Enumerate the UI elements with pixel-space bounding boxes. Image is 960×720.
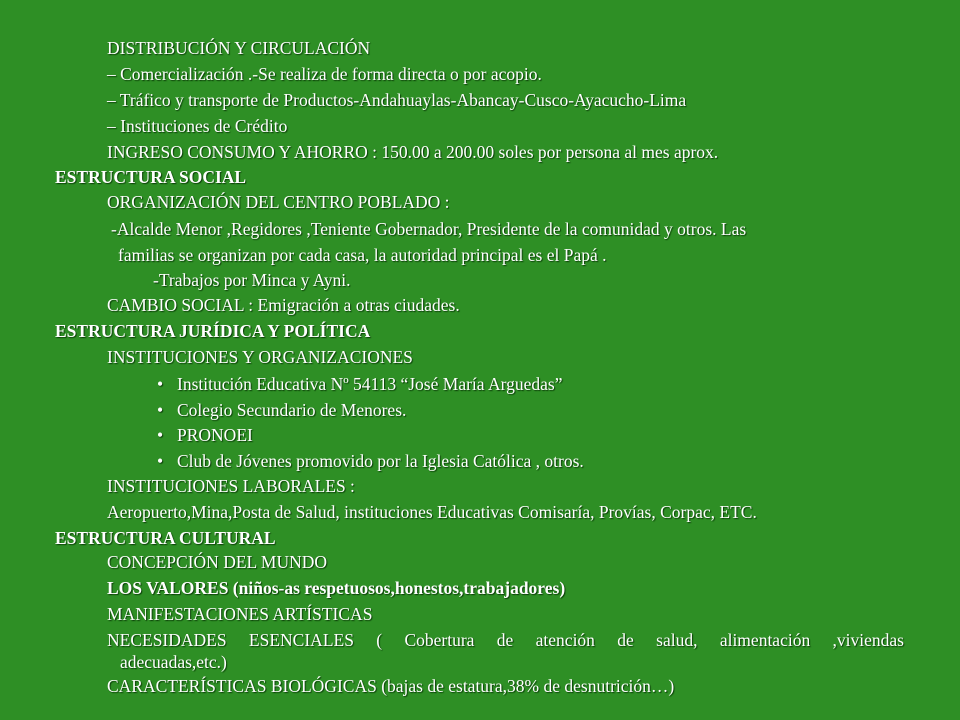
- bullet-club-jovenes: • Club de Jóvenes promovido por la Iglesia Católica , otros.: [177, 451, 584, 471]
- list-item-comercializacion: – Comercialización .-Se realiza de forma directa o por acopio.: [107, 64, 542, 84]
- heading-distribucion: DISTRIBUCIÓN Y CIRCULACIÓN: [107, 38, 371, 58]
- heading-instituciones-organizaciones: INSTITUCIONES Y ORGANIZACIONES: [107, 347, 413, 367]
- heading-instituciones-laborales: INSTITUCIONES LABORALES :: [107, 476, 355, 496]
- bullet-pronoei: • PRONOEI: [177, 425, 253, 445]
- bullet-colegio: • Colegio Secundario de Menores.: [177, 400, 406, 420]
- text-alcalde: -Alcalde Menor ,Regidores ,Teniente Gobernador, Presidente de la comunidad y otros. Las: [111, 219, 747, 239]
- text-cambio-social: CAMBIO SOCIAL : Emigración a otras ciudades.: [107, 295, 460, 315]
- text-valores: LOS VALORES (niños-as respetuosos,honestos,trabajadores): [107, 578, 566, 598]
- heading-estructura-social: ESTRUCTURA SOCIAL: [55, 167, 247, 187]
- heading-estructura-cultural: ESTRUCTURA CULTURAL: [55, 528, 276, 548]
- list-item-trafico: – Tráfico y transporte de Productos-Andahuaylas-Abancay-Cusco-Ayacucho-Lima: [107, 90, 687, 110]
- text-concepcion: CONCEPCIÓN DEL MUNDO: [107, 552, 328, 572]
- text-aeropuerto: Aeropuerto,Mina,Posta de Salud, instituciones Educativas Comisaría, Provías, Corpac, ETC.: [107, 502, 757, 522]
- text-ingreso: INGRESO CONSUMO Y AHORRO : 150.00 a 200.00 soles por persona al mes aprox.: [107, 142, 719, 162]
- heading-estructura-juridica: ESTRUCTURA JURÍDICA Y POLÍTICA: [55, 321, 371, 341]
- text-trabajos: -Trabajos por Minca y Ayni.: [153, 270, 351, 290]
- heading-organizacion: ORGANIZACIÓN DEL CENTRO POBLADO :: [107, 192, 450, 212]
- bullet-institucion-educativa: • Institución Educativa Nº 54113 “José María Arguedas”: [177, 374, 562, 394]
- text-caracteristicas: CARACTERÍSTICAS BIOLÓGICAS (bajas de estatura,38% de desnutrición…): [107, 676, 675, 696]
- list-item-instituciones-credito: – Instituciones de Crédito: [107, 116, 288, 136]
- text-necesidades: NECESIDADES ESENCIALES ( Cobertura de atención de salud, alimentación ,viviendas: [107, 630, 904, 650]
- text-manifestaciones: MANIFESTACIONES ARTÍSTICAS: [107, 604, 373, 624]
- text-necesidades-cont: adecuadas,etc.): [120, 652, 227, 672]
- text-familias: familias se organizan por cada casa, la autoridad principal es el Papá .: [118, 245, 607, 265]
